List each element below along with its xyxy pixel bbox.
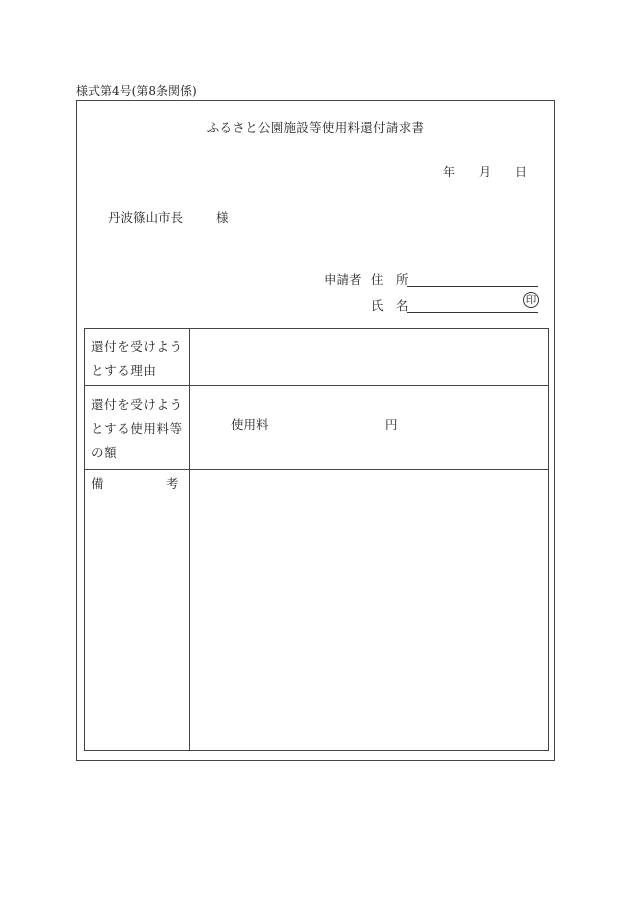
seal-icon: 印	[523, 292, 539, 308]
name-field[interactable]	[407, 312, 538, 313]
reason-label: 還付を受けようとする理由	[91, 339, 183, 378]
amount-prefix: 使用料	[231, 417, 269, 432]
date-year-label: 年	[443, 165, 456, 179]
amount-label: 還付を受けようとする使用料等の額	[91, 397, 183, 460]
addressee-name: 丹波篠山市長	[108, 210, 184, 225]
info-table	[84, 328, 549, 751]
remarks-label	[91, 474, 179, 494]
date-day-label: 日	[515, 165, 528, 179]
date-month-label: 月	[479, 165, 492, 179]
form-frame	[76, 100, 555, 761]
remarks-field[interactable]	[190, 470, 548, 750]
remarks-label-right: 考	[165, 476, 179, 491]
addressee-honorific: 様	[216, 210, 229, 225]
document-title: ふるさと公園施設等使用料還付請求書	[206, 120, 425, 135]
reason-field[interactable]	[190, 329, 548, 385]
amount-unit: 円	[385, 417, 398, 432]
name-label: 氏 名	[371, 298, 409, 313]
remarks-label-left: 備	[91, 476, 105, 491]
form-number: 様式第4号(第8条関係)	[76, 84, 197, 98]
address-field[interactable]	[407, 286, 538, 287]
applicant-label: 申請者	[324, 272, 362, 287]
address-label: 住 所	[371, 272, 409, 287]
